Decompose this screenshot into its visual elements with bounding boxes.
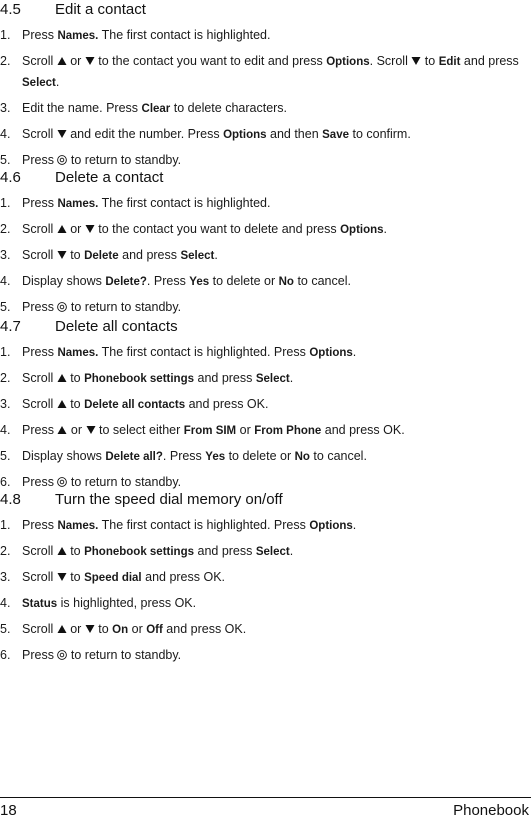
text-run: to return to standby. <box>67 475 182 489</box>
text-run: and press OK. <box>141 570 226 584</box>
section-heading <box>0 168 531 188</box>
list-item-text <box>22 342 527 363</box>
text-run: Display shows <box>22 274 106 288</box>
list-item-text <box>22 541 527 562</box>
up-arrow-icon <box>57 56 67 66</box>
list-item <box>0 472 531 492</box>
key-label: Delete? <box>105 276 147 288</box>
key-label: Select <box>255 373 290 385</box>
text-run: The first contact is highlighted. Press <box>98 518 310 532</box>
text-run: Press <box>22 196 58 210</box>
end-call-key-icon <box>57 155 67 165</box>
down-arrow-icon <box>85 624 95 634</box>
text-run: to <box>66 371 85 385</box>
key-label: From Phone <box>254 425 322 437</box>
text-run: to return to standby. <box>67 153 182 167</box>
section-4-5 <box>0 0 531 170</box>
text-run: to the contact you want to delete and press <box>94 222 341 236</box>
text-run: Scroll <box>22 570 57 584</box>
up-arrow-icon <box>57 546 67 556</box>
list-item-number: 1. <box>0 196 11 210</box>
list-item <box>0 619 531 640</box>
up-arrow-icon <box>57 425 67 435</box>
list-item-text <box>22 51 527 93</box>
text-run: The first contact is highlighted. <box>98 28 271 42</box>
text-run: Press <box>22 28 58 42</box>
list-item-text <box>22 297 527 317</box>
section-heading <box>0 317 531 337</box>
list-item-number: 2. <box>0 222 11 236</box>
text-run: to <box>66 397 85 411</box>
list-item <box>0 368 531 389</box>
text-run: . <box>55 75 60 89</box>
list-item-number: 3. <box>0 101 11 115</box>
list-item-text <box>22 150 527 170</box>
text-run: Press <box>22 300 58 314</box>
list-item-text <box>22 124 527 145</box>
text-run: The first contact is highlighted. Press <box>98 345 310 359</box>
section-title: Edit a contact <box>55 1 146 18</box>
text-run: Scroll <box>22 127 57 141</box>
key-label: Delete all? <box>105 451 163 463</box>
end-call-key-icon <box>57 650 67 660</box>
key-label: Phonebook settings <box>84 373 195 385</box>
key-label: Delete all contacts <box>84 399 186 411</box>
text-run: to confirm. <box>349 127 411 141</box>
text-run: and press OK. <box>321 423 405 437</box>
list-item-text <box>22 245 527 266</box>
list-item <box>0 98 531 119</box>
text-run: Press <box>22 423 58 437</box>
list-item-text <box>22 193 527 214</box>
key-label: No <box>294 451 310 463</box>
text-run: Scroll <box>22 54 57 68</box>
list-item-number: 3. <box>0 570 11 584</box>
list-item-number: 6. <box>0 648 11 662</box>
list-item <box>0 645 531 665</box>
key-label: Status <box>22 598 58 610</box>
text-run: Edit the name. Press <box>22 101 142 115</box>
end-call-key-icon <box>57 302 67 312</box>
text-run: to return to standby. <box>67 300 182 314</box>
up-arrow-icon <box>57 224 67 234</box>
text-run: and press <box>118 248 181 262</box>
list-item <box>0 219 531 240</box>
text-run: and press OK. <box>185 397 269 411</box>
key-label: Names. <box>57 347 99 359</box>
list-item <box>0 150 531 170</box>
section-number: 4.7 <box>0 318 21 335</box>
text-run: . <box>214 248 218 262</box>
list-item-number: 6. <box>0 475 11 489</box>
list-item-text <box>22 446 527 467</box>
key-label: Yes <box>189 276 210 288</box>
section-title: Delete a contact <box>55 169 164 186</box>
text-run: to cancel. <box>309 449 367 463</box>
text-run: . Press <box>146 274 190 288</box>
key-label: Delete <box>84 250 119 262</box>
text-run: The first contact is highlighted. <box>98 196 271 210</box>
section-number: 4.8 <box>0 491 21 508</box>
list-item-text <box>22 420 527 441</box>
list-item-text <box>22 645 527 665</box>
list-item <box>0 420 531 441</box>
key-label: Select <box>255 546 290 558</box>
key-label: Options <box>223 129 267 141</box>
key-label: Yes <box>205 451 226 463</box>
key-label: Speed dial <box>84 572 142 584</box>
text-run: to <box>66 544 85 558</box>
key-label: From SIM <box>183 425 237 437</box>
key-label: Select <box>180 250 215 262</box>
text-run: Scroll <box>22 222 57 236</box>
key-label: On <box>112 624 129 636</box>
text-run: or <box>66 54 85 68</box>
text-run: Press <box>22 475 58 489</box>
down-arrow-icon <box>57 250 67 260</box>
list-item-number: 5. <box>0 449 11 463</box>
list-item-text <box>22 593 527 614</box>
list-item-number: 3. <box>0 397 11 411</box>
text-run: . <box>383 222 388 236</box>
text-run: or <box>67 423 86 437</box>
text-run: to delete or <box>209 274 279 288</box>
list-item-text <box>22 472 527 492</box>
down-arrow-icon <box>86 425 96 435</box>
section-4-7 <box>0 317 531 492</box>
text-run: Press <box>22 345 58 359</box>
text-run: Scroll <box>22 622 57 636</box>
list-item <box>0 193 531 214</box>
text-run: and press <box>194 544 256 558</box>
text-run: to <box>421 54 439 68</box>
text-run: to delete characters. <box>170 101 288 115</box>
up-arrow-icon <box>57 373 67 383</box>
list-item <box>0 51 531 93</box>
text-run: . <box>352 345 357 359</box>
key-label: Options <box>326 56 370 68</box>
list-item-number: 4. <box>0 596 11 610</box>
list-item <box>0 446 531 467</box>
text-run: to <box>66 570 85 584</box>
down-arrow-icon <box>57 129 67 139</box>
list-item <box>0 25 531 46</box>
text-run: . Press <box>162 449 206 463</box>
list-item-number: 3. <box>0 248 11 262</box>
list-item-number: 5. <box>0 153 11 167</box>
text-run: Display shows <box>22 449 106 463</box>
up-arrow-icon <box>57 399 67 409</box>
key-label: Options <box>309 347 353 359</box>
text-run: . Scroll <box>369 54 412 68</box>
text-run: Scroll <box>22 544 57 558</box>
text-run: to select either <box>95 423 184 437</box>
text-run: and then <box>266 127 323 141</box>
key-label: Select <box>22 77 56 89</box>
section-4-6 <box>0 168 531 317</box>
section-title: Turn the speed dial memory on/off <box>55 491 283 508</box>
footer-divider <box>0 797 531 798</box>
down-arrow-icon <box>411 56 421 66</box>
section-4-8 <box>0 490 531 665</box>
section-heading <box>0 490 531 510</box>
key-label: Edit <box>438 56 461 68</box>
text-run: Press <box>22 153 58 167</box>
text-run: to delete or <box>225 449 295 463</box>
list-item-text <box>22 98 527 119</box>
list-item <box>0 245 531 266</box>
list-item-text <box>22 368 527 389</box>
section-number: 4.5 <box>0 1 21 18</box>
text-run: to <box>94 622 113 636</box>
key-label: Save <box>322 129 349 141</box>
text-run: or <box>66 622 85 636</box>
text-run: . <box>289 371 294 385</box>
text-run: Press <box>22 648 58 662</box>
list-item-text <box>22 394 527 415</box>
list-item-number: 1. <box>0 345 11 359</box>
key-label: Options <box>340 224 384 236</box>
list-item <box>0 567 531 588</box>
key-label: Names. <box>57 198 99 210</box>
list-item-number: 5. <box>0 622 11 636</box>
list-item-number: 2. <box>0 371 11 385</box>
list-item-text <box>22 515 527 536</box>
list-item-number: 1. <box>0 518 11 532</box>
list-item <box>0 297 531 317</box>
text-run: or <box>66 222 85 236</box>
section-heading <box>0 0 531 20</box>
list-item-number: 2. <box>0 544 11 558</box>
key-label: Off <box>146 624 163 636</box>
text-run: Press <box>22 518 58 532</box>
list-item-number: 4. <box>0 274 11 288</box>
key-label: Phonebook settings <box>84 546 195 558</box>
list-item-number: 4. <box>0 127 11 141</box>
list-item <box>0 342 531 363</box>
text-run: to return to standby. <box>67 648 182 662</box>
text-run: or <box>128 622 147 636</box>
list-item <box>0 515 531 536</box>
end-call-key-icon <box>57 477 67 487</box>
text-run: . <box>289 544 294 558</box>
list-item <box>0 394 531 415</box>
list-item-text <box>22 567 527 588</box>
key-label: Clear <box>141 103 171 115</box>
up-arrow-icon <box>57 624 67 634</box>
section-number: 4.6 <box>0 169 21 186</box>
down-arrow-icon <box>85 56 95 66</box>
text-run: and press <box>194 371 256 385</box>
list-item <box>0 124 531 145</box>
key-label: Options <box>309 520 353 532</box>
list-item <box>0 541 531 562</box>
page-number: 18 <box>0 802 17 819</box>
text-run: to cancel. <box>293 274 351 288</box>
list-item <box>0 271 531 292</box>
key-label: No <box>278 276 294 288</box>
list-item-number: 2. <box>0 54 11 68</box>
list-item-number: 5. <box>0 300 11 314</box>
down-arrow-icon <box>85 224 95 234</box>
text-run: Scroll <box>22 371 57 385</box>
key-label: Names. <box>57 520 99 532</box>
list-item-text <box>22 219 527 240</box>
text-run: to <box>66 248 85 262</box>
text-run: to the contact you want to edit and press <box>94 54 327 68</box>
list-item <box>0 593 531 614</box>
list-item-text <box>22 271 527 292</box>
text-run: is highlighted, press OK. <box>57 596 197 610</box>
text-run: and edit the number. Press <box>66 127 224 141</box>
text-run: or <box>236 423 255 437</box>
list-item-number: 1. <box>0 28 11 42</box>
text-run: Scroll <box>22 248 57 262</box>
down-arrow-icon <box>57 572 67 582</box>
text-run: and press <box>460 54 519 68</box>
text-run: . <box>352 518 357 532</box>
list-item-text <box>22 619 527 640</box>
text-run: Scroll <box>22 397 57 411</box>
text-run: and press OK. <box>162 622 247 636</box>
chapter-title: Phonebook <box>453 802 529 819</box>
list-item-text <box>22 25 527 46</box>
section-title: Delete all contacts <box>55 318 178 335</box>
list-item-number: 4. <box>0 423 11 437</box>
key-label: Names. <box>57 30 99 42</box>
